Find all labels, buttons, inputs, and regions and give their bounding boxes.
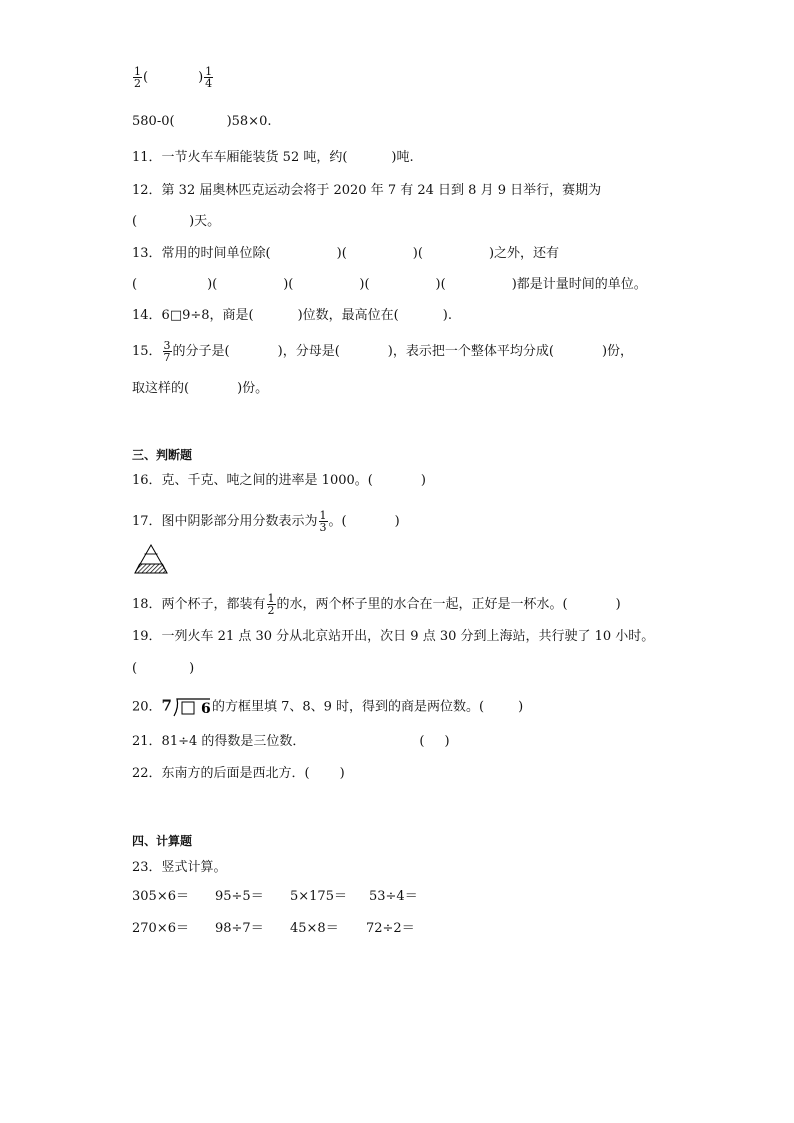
compare-580: 580-0( )58×0.	[132, 114, 272, 129]
calc-1: 305×6＝	[132, 889, 189, 904]
calc-5: 270×6＝	[132, 921, 189, 936]
dividend-digit: 6	[200, 701, 211, 717]
question-19-answer: ( )	[132, 661, 195, 676]
question-22: 22．东南方的后面是西北方．( )	[132, 766, 345, 781]
calc-3: 5×175＝	[290, 889, 347, 904]
question-15: 15． $\frac{3}{7}$ 的分子是( )，分母是( )，表示把一个整体平均分成( )份，	[132, 339, 634, 364]
question-12: 12．第 32 届奥林匹克运动会将于 2020 年 7 有 24 日到 8 月 9 日举行，赛期为	[132, 183, 602, 198]
question-23-title: 23．竖式计算。	[132, 860, 227, 875]
fraction-half: $\frac{1}{2}$	[134, 65, 141, 90]
question-21: 21．81÷4 的得数是三位数． ( )	[132, 734, 450, 749]
question-13: 13．常用的时间单位除( )( )( )之外，还有	[132, 246, 560, 261]
paren-open: (	[143, 70, 149, 85]
division-bracket-box	[172, 697, 212, 717]
fraction-1-2: $\frac{1}{2}$	[267, 592, 275, 617]
question-20: 20．7 6 的方框里填 7、8、9 时，得到的商是两位数。( )	[132, 696, 524, 717]
calc-6: 98÷7＝	[215, 921, 264, 936]
calc-4: 53÷4＝	[369, 889, 418, 904]
question-12-answer: ( )天。	[132, 214, 221, 229]
fraction-1-3: $\frac{1}{3}$	[319, 509, 327, 534]
fraction-quarter: $\frac{1}{4}$	[205, 65, 213, 90]
question-16: 16．克、千克、吨之间的进率是 1000。( )	[132, 473, 426, 488]
question-13-cont: ( )( )( )( )( )都是计量时间的单位。	[132, 277, 647, 292]
calc-2: 95÷5＝	[215, 889, 264, 904]
divisor-7: 7	[161, 696, 172, 715]
shaded-triangle-figure	[133, 543, 169, 575]
question-17: 17．图中阴影部分用分数表示为 $\frac{1}{3}$ 。( )	[132, 509, 400, 534]
section-judgment-title: 三、判断题	[132, 448, 193, 462]
section-calc-title: 四、计算题	[132, 834, 193, 848]
question-15-cont: 取这样的( )份。	[132, 381, 269, 396]
calc-8: 72÷2＝	[366, 921, 415, 936]
paren-close: )	[198, 70, 204, 85]
question-14: 14．6□9÷8，商是( )位数，最高位在( ).	[132, 308, 452, 323]
calc-7: 45×8＝	[290, 921, 339, 936]
question-18: 18．两个杯子，都装有 $\frac{1}{2}$ 的水，两个杯子里的水合在一起，正好是一杯水。( )	[132, 592, 621, 617]
fraction-compare	[132, 66, 214, 89]
question-19: 19．一列火车 21 点 30 分从北京站开出，次日 9 点 30 分到上海站，共行驶了 10 小时。	[132, 629, 655, 644]
question-11: 11．一节火车车厢能装货 52 吨，约( )吨.	[132, 150, 414, 165]
fraction-3-7: $\frac{3}{7}$	[163, 339, 171, 364]
